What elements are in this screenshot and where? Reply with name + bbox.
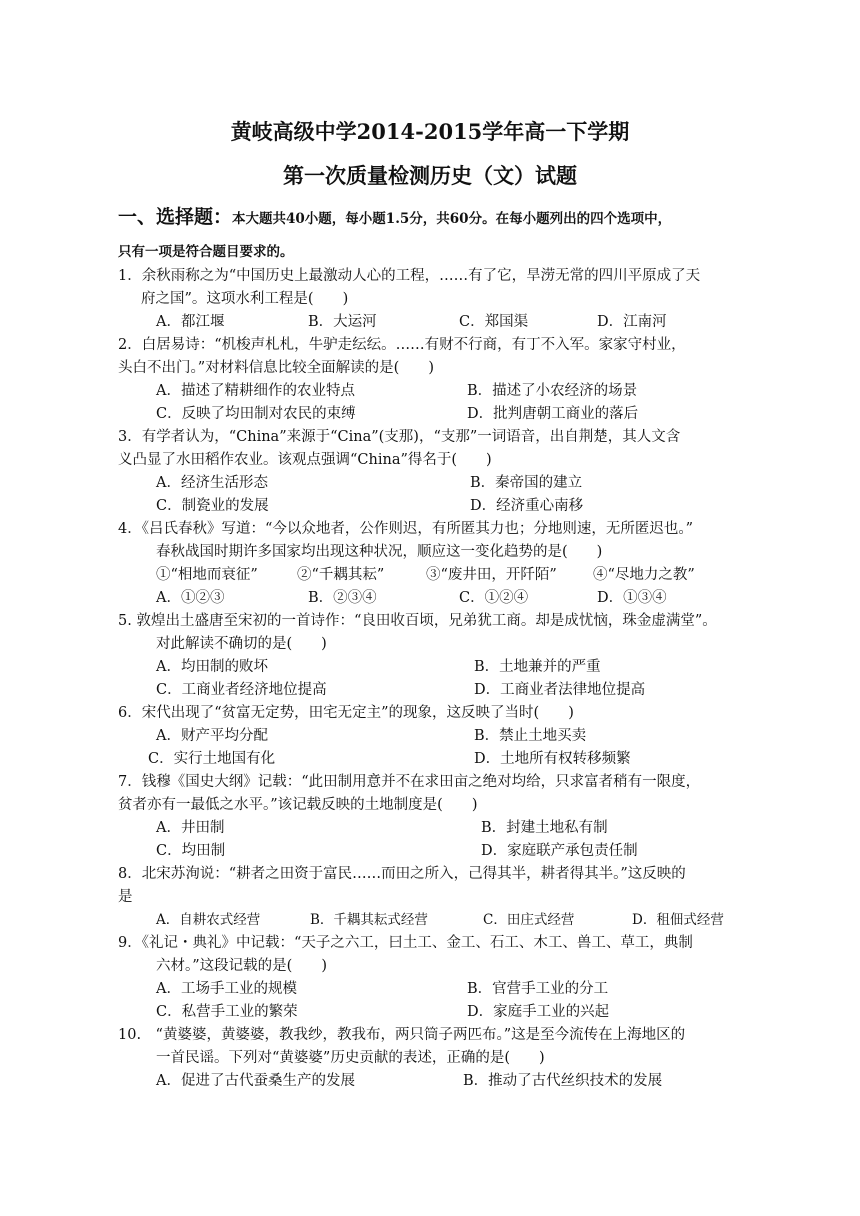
question-10-stem-cont: 一首民谣。下列对“黄婆婆”历史贡献的表述，正确的是( )	[156, 1050, 545, 1066]
section-heading: 一、选择题：	[118, 206, 233, 228]
question-5-stem-cont: 对此解读不确切的是( )	[156, 636, 327, 652]
question-5-stem: 5. 敦煌出土盛唐至宋初的一首诗作：“良田收百顷，兄弟犹工商。却是成忧恼，珠金虚满堂”。	[118, 613, 717, 629]
question-9-stem-cont: 六材。”这段记载的是( )	[156, 958, 327, 974]
question-8-stem-cont: 是	[118, 889, 133, 905]
question-4-stem-cont: 春秋战国时期许多国家均出现这种状况，顺应这一变化趋势的是( )	[156, 544, 603, 560]
exam-title-line1: 黄岐高级中学2014-2015学年高一下学期	[230, 119, 630, 144]
section-description-cont: 只有一项是符合题目要求的。	[118, 244, 294, 260]
question-8-option-a: A．自耕农式经营	[156, 912, 261, 928]
question-7-option-c: C．均田制	[156, 843, 226, 859]
question-1-option-a: A．都江堰	[156, 314, 225, 330]
section-description: 本大题共40小题，每小题1.5分，共60分。在每小题列出的四个选项中，	[232, 211, 672, 227]
question-4-item-2: ②“千耦其耘”	[297, 567, 385, 583]
question-5-option-c: C．工商业者经济地位提高	[156, 682, 327, 698]
question-9-option-a: A．工场手工业的规模	[156, 981, 297, 997]
question-4-stem: 4．《吕氏春秋》写道：“今以众地者，公作则迟，有所匿其力也；分地则速，无所匿迟也。”	[118, 521, 694, 537]
question-3-option-c: C．制瓷业的发展	[156, 498, 269, 514]
question-8-option-d: D．租佃式经营	[632, 912, 724, 928]
question-1-stem-cont: 府之国”。这项水利工程是( )	[141, 291, 349, 307]
question-2-option-d: D．批判唐朝工商业的落后	[467, 406, 639, 422]
question-5-option-a: A．均田制的败坏	[156, 659, 268, 675]
question-3-stem-cont: 义凸显了水田稻作农业。该观点强调“China”得名于( )	[118, 452, 492, 468]
question-5-option-d: D．工商业者法律地位提高	[474, 682, 646, 698]
question-3-option-b: B．秦帝国的建立	[470, 475, 583, 491]
section-header	[118, 206, 671, 230]
question-7-option-d: D．家庭联产承包责任制	[481, 843, 638, 859]
question-9-stem: 9．《礼记・典礼》中记载：“天子之六工，曰土工、金工、石工、木工、兽工、草工，典制	[118, 935, 693, 951]
question-8-option-c: C．田庄式经营	[483, 912, 575, 928]
exam-title-line2: 第一次质量检测历史（文）试题	[283, 163, 577, 188]
question-2-option-b: B．描述了小农经济的场景	[467, 383, 638, 399]
question-8-stem: 8．北宋苏洵说：“耕者之田资于富民……而田之所入，己得其半，耕者得其半。”这反映的	[118, 866, 686, 882]
question-2-stem-cont: 头白不出门。”对材料信息比较全面解读的是( )	[118, 360, 434, 376]
question-6-stem: 6．宋代出现了“贫富无定势，田宅无定主”的现象，这反映了当时( )	[118, 705, 574, 721]
question-1-option-d: D．江南河	[597, 314, 667, 330]
question-10-option-b: B．推动了古代丝织技术的发展	[463, 1073, 663, 1089]
question-6-option-d: D．土地所有权转移频繁	[474, 751, 631, 767]
question-8-option-b: B．千耦其耘式经营	[310, 912, 428, 928]
question-4-option-c: C．①②④	[459, 590, 529, 606]
question-5-option-b: B．土地兼并的严重	[474, 659, 601, 675]
question-4-item-1: ①“相地而衰征”	[156, 567, 258, 583]
question-4-item-3: ③“废井田，开阡陌”	[426, 567, 557, 583]
question-2-stem: 2．白居易诗：“机梭声札札，牛驴走纭纭。……有财不行商，有丁不入军。家家守村业，	[118, 337, 686, 353]
question-7-option-a: A．井田制	[156, 820, 225, 836]
question-9-option-b: B．官营手工业的分工	[467, 981, 609, 997]
question-7-stem-cont: 贫者亦有一最低之水平。”该记载反映的土地制度是( )	[118, 797, 478, 813]
question-1-option-b: B．大运河	[308, 314, 377, 330]
question-3-stem: 3．有学者认为，“China”来源于“Cina”(支那)，“支那”一词语音，出自荆楚，其人文含	[118, 429, 681, 445]
question-1-stem: 1．余秋雨称之为“中国历史上最激动人心的工程，……有了它，旱涝无常的四川平原成了天	[118, 268, 701, 284]
question-4-item-4: ④“尽地力之教”	[593, 567, 695, 583]
question-6-option-b: B．禁止土地买卖	[474, 728, 587, 744]
question-4-option-b: B．②③④	[308, 590, 377, 606]
question-3-option-d: D．经济重心南移	[470, 498, 584, 514]
question-2-option-c: C．反映了均田制对农民的束缚	[156, 406, 356, 422]
question-2-option-a: A．描述了精耕细作的农业特点	[156, 383, 355, 399]
question-7-stem: 7．钱穆《国史大纲》记载：“此田制用意并不在求田亩之绝对均给，只求富者稍有一限度，	[118, 774, 701, 790]
question-9-option-c: C．私营手工业的繁荣	[156, 1004, 298, 1020]
question-6-option-c: C．实行土地国有化	[148, 751, 276, 767]
question-4-option-a: A．①②③	[156, 590, 225, 606]
question-1-option-c: C．郑国渠	[459, 314, 529, 330]
question-3-option-a: A．经济生活形态	[156, 475, 268, 491]
question-10-option-a: A．促进了古代蚕桑生产的发展	[156, 1073, 355, 1089]
question-7-option-b: B．封建土地私有制	[481, 820, 608, 836]
question-10-stem: 10. “黄婆婆，黄婆婆，教我纱，教我布，两只筒子两匹布。”这是至今流传在上海地区的	[118, 1027, 686, 1043]
question-4-option-d: D．①③④	[597, 590, 667, 606]
question-9-option-d: D．家庭手工业的兴起	[467, 1004, 610, 1020]
question-6-option-a: A．财产平均分配	[156, 728, 268, 744]
